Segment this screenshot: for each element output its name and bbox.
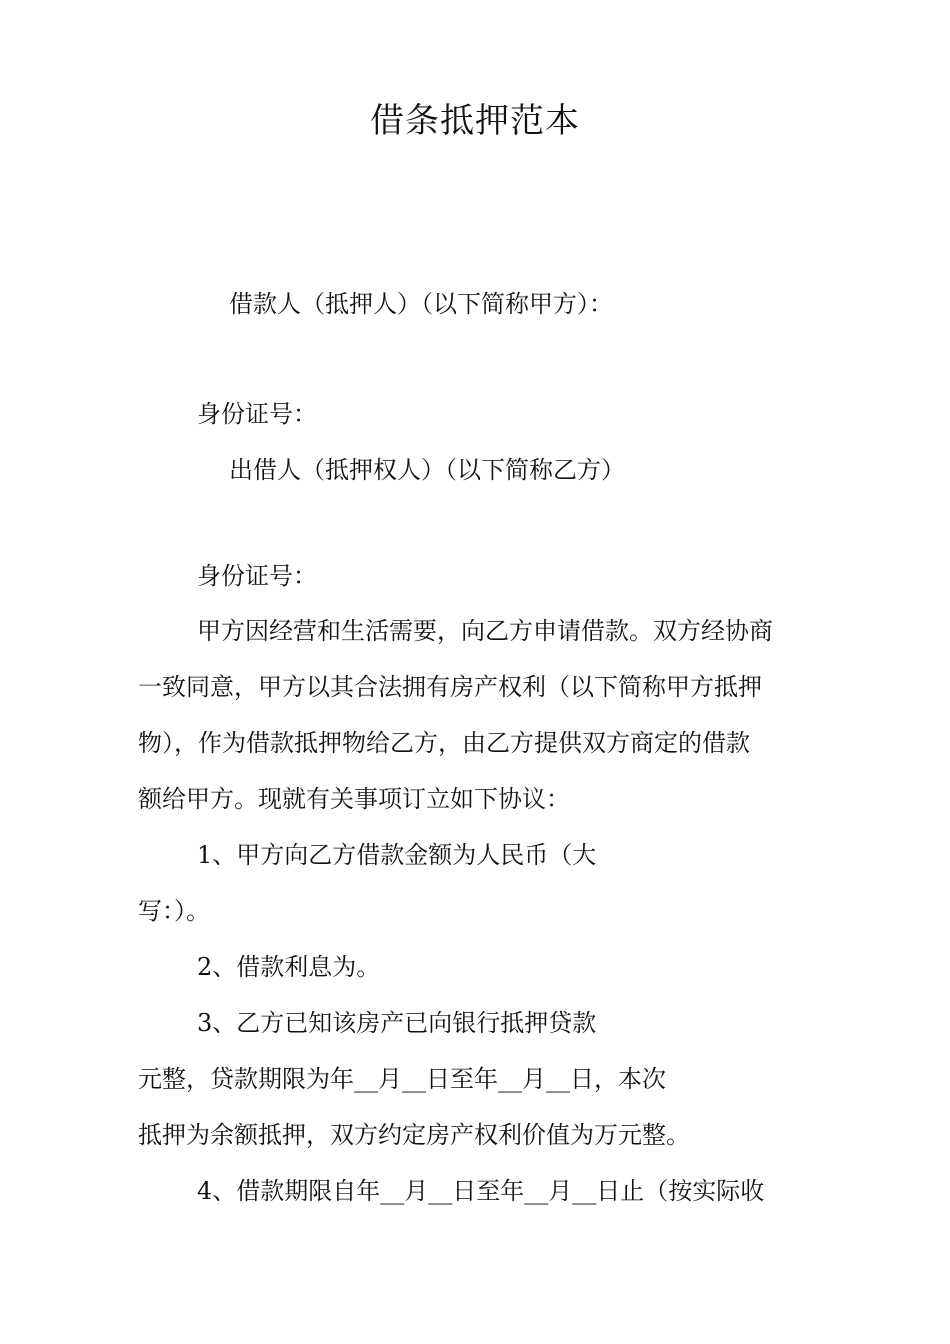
clause-1-line-2: 写：）。: [138, 897, 210, 925]
clause-1-line-1: 1、甲方向乙方借款金额为人民币（大: [197, 841, 597, 869]
lender-line: 出借人（抵押权人）（以下简称乙方）: [229, 456, 625, 484]
document-title: 借条抵押范本: [370, 101, 580, 141]
clause-3-line-1: 3、乙方已知该房产已向银行抵押贷款: [197, 1009, 597, 1037]
lender-id-line: 身份证号：: [197, 562, 317, 590]
intro-paragraph-line-2: 一致同意，甲方以其合法拥有房产权利（以下简称甲方抵押: [138, 673, 762, 701]
borrower-id-line: 身份证号：: [197, 400, 317, 428]
intro-paragraph-line-1: 甲方因经营和生活需要，向乙方申请借款。双方经协商: [197, 617, 773, 645]
borrower-line: 借款人（抵押人）（以下简称甲方）：: [229, 290, 613, 318]
clause-2-line: 2、借款利息为。: [197, 953, 381, 981]
intro-paragraph-line-3: 物），作为借款抵押物给乙方，由乙方提供双方商定的借款: [138, 729, 750, 757]
clause-3-line-2: 元整，贷款期限为年__月__日至年__月__日，本次: [138, 1065, 666, 1093]
clause-4-line-1: 4、借款期限自年__月__日至年__月__日止（按实际收: [197, 1177, 765, 1205]
intro-paragraph-line-4: 额给甲方。现就有关事项订立如下协议：: [138, 785, 570, 813]
clause-3-line-3: 抵押为余额抵押，双方约定房产权利价值为万元整。: [138, 1121, 690, 1149]
